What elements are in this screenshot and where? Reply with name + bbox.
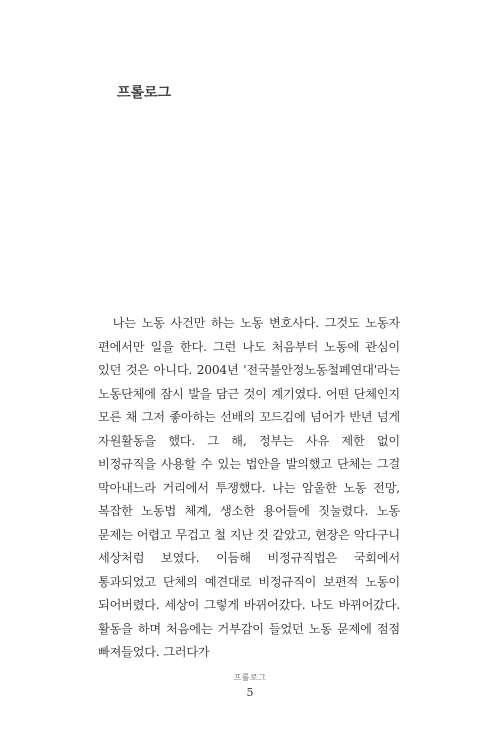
page-number: 5	[246, 686, 254, 699]
chapter-title: 프롤로그	[117, 85, 172, 101]
body-paragraph: 나는 노동 사건만 하는 노동 변호사다. 그것도 노동자 편에서만 일을 한다. 그런 나도 처음부터 노동에 관심이 있던 것은 아니다. 2004년 '전국불안정노동철폐연대'라는 노동단체에 잠시 발을 담근 것이 계기였다. 어떤 단체인지 모른 채 그저 좋아하는 선배의 꼬드김에 넘어가 반년 넘게 자원활동을 했다. 그 해, 정부는 사유 제한 없이 비정규직을 사용할 수 있는 법안을 발의했고 단체는 그걸 막아내느라 거리에서 투쟁했다. 나는 암울한 노동 전망, 복잡한 노동법 체계, 생소한 용어들에 짓눌렸다. 노동 문제는 어렵고 무겁고 철 지난 것 같았고, 현장은 악다구니 세상처럼 보였다. 이듬해 비정규직법은 국회에서 통과되었고 단체의 예견대로 비정규직이 보편적 노동이 되어버렸다. 세상이 그렇게 바뀌어갔다. 나도 바뀌어갔다. 활동을 하며 처음에는 거부감이 들었던 노동 문제에 점점 빠져들었다. 그러다가	[98, 316, 400, 659]
running-footer-title: 프롤로그	[233, 673, 267, 682]
